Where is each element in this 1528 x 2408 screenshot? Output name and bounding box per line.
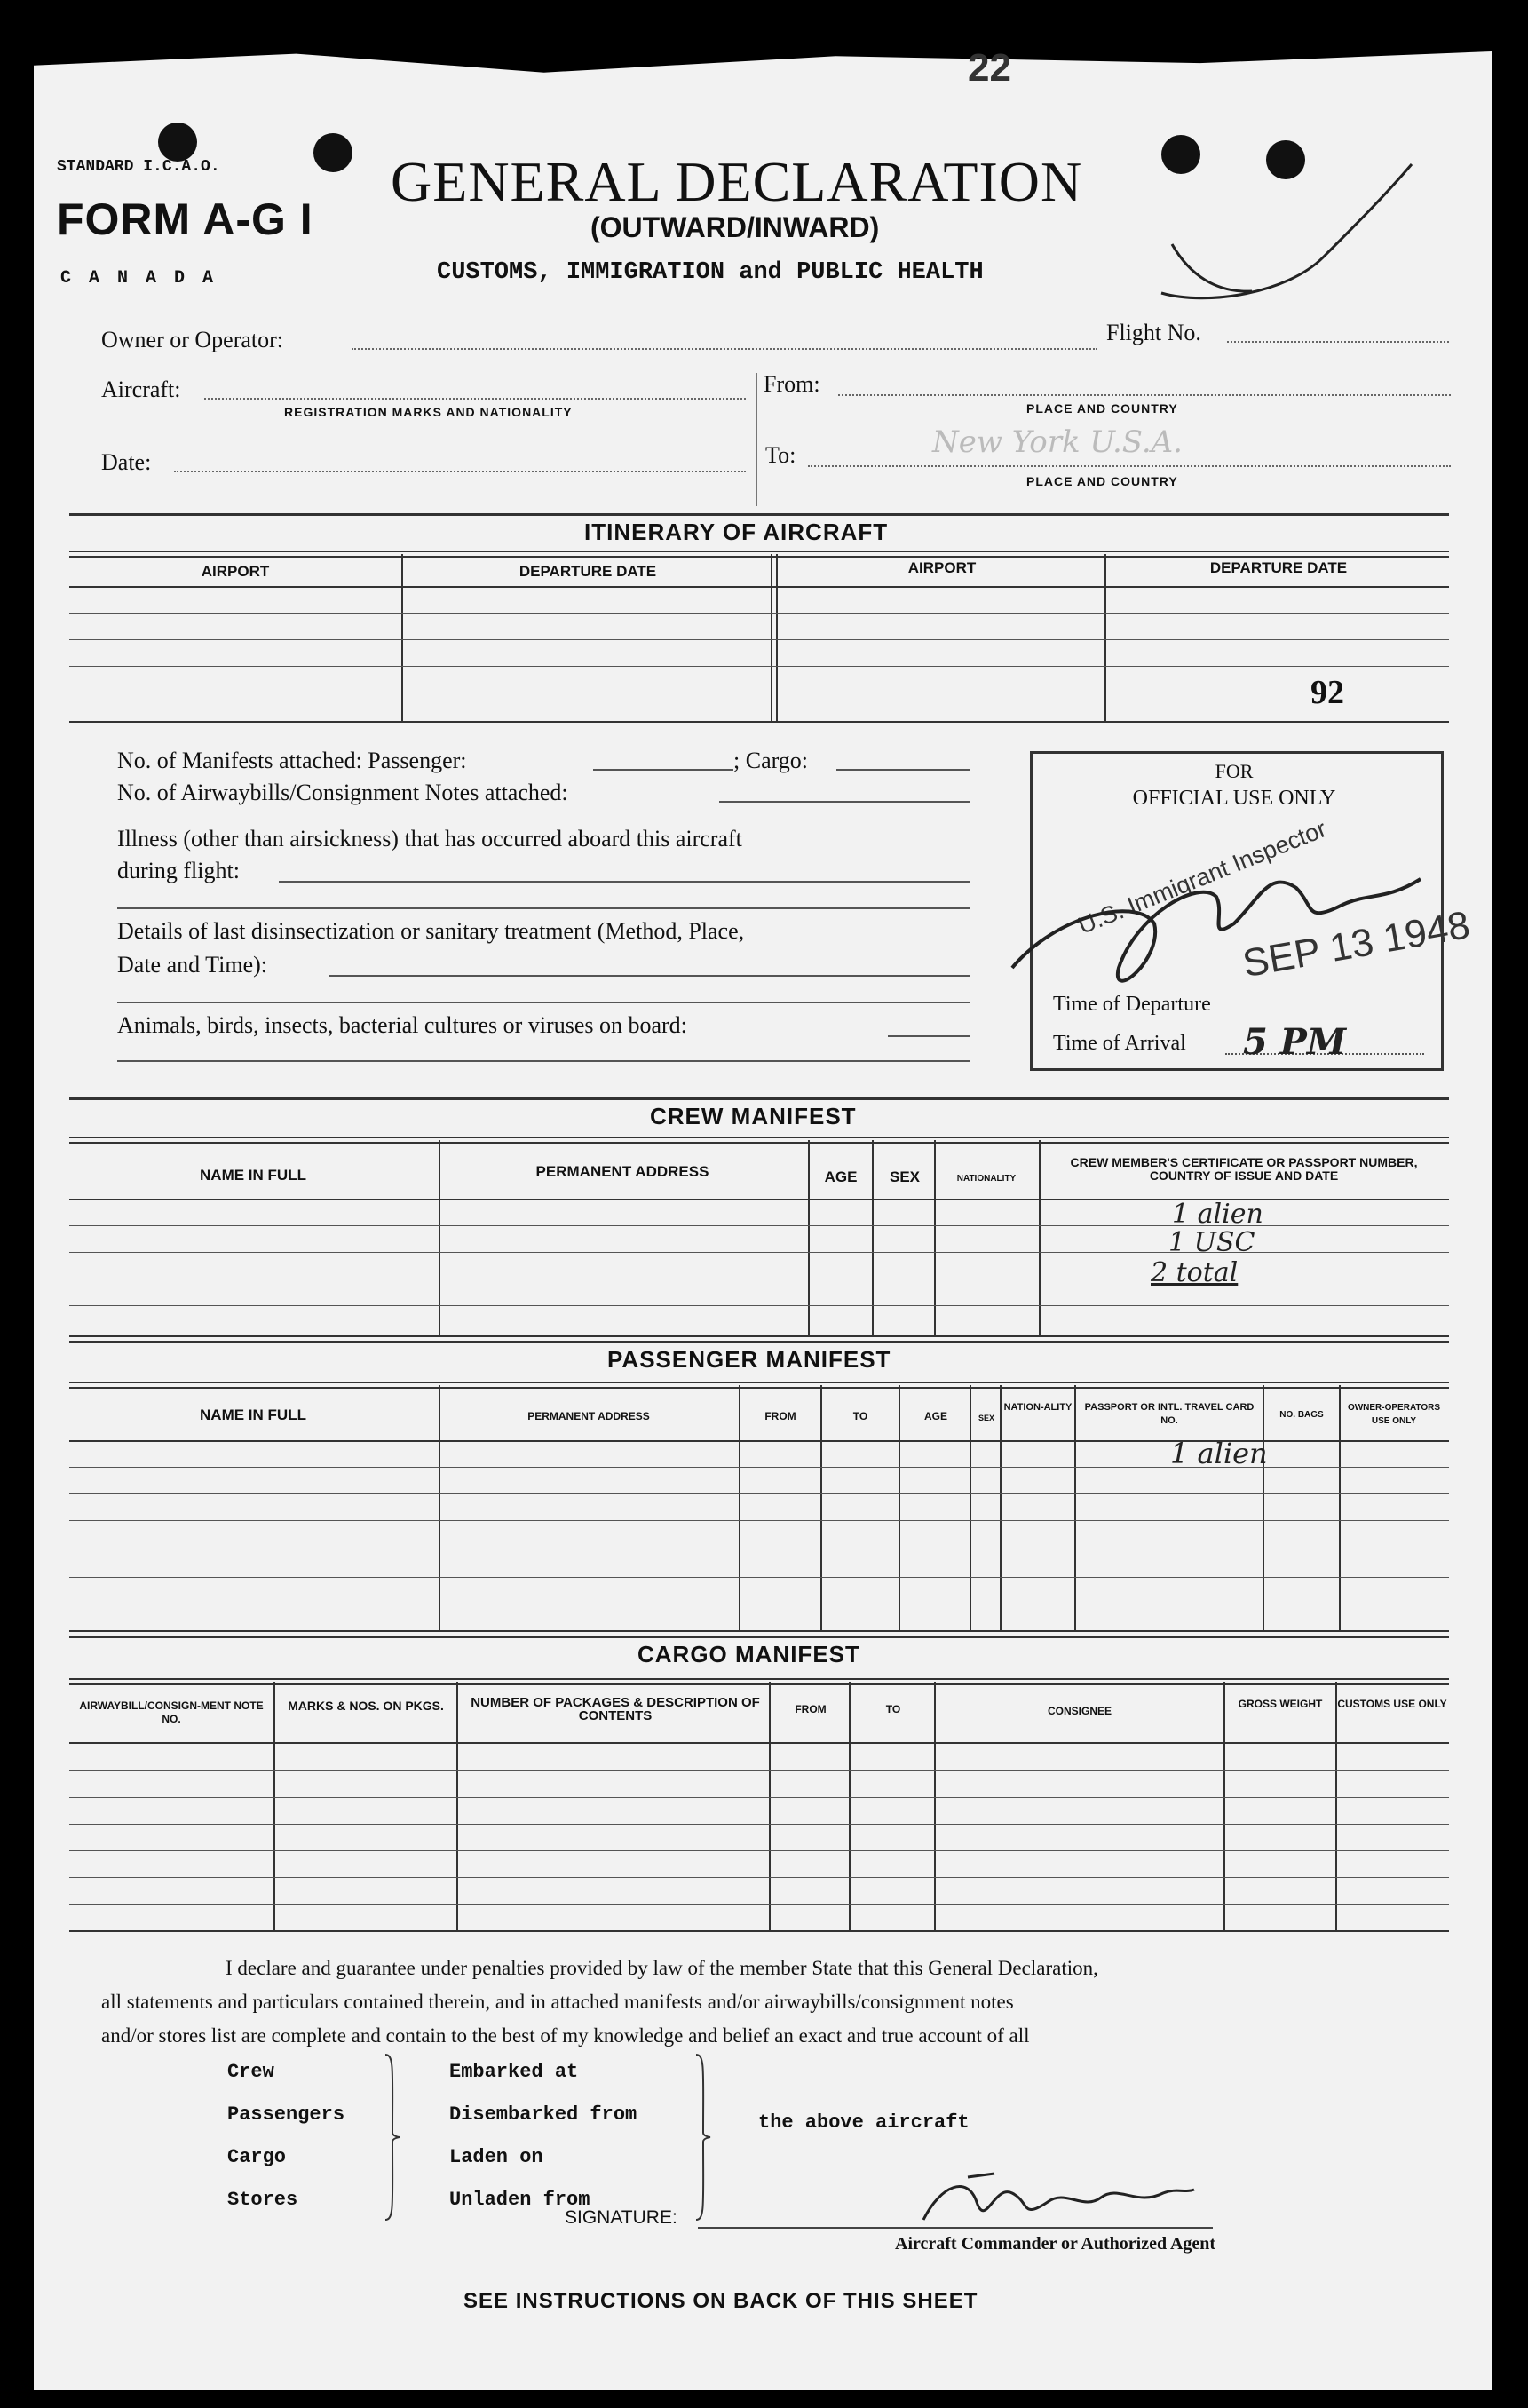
- cargo-col-customs: CUSTOMS USE ONLY: [1337, 1698, 1447, 1710]
- crew-note-1: 1 alien: [1172, 1199, 1263, 1230]
- declaration-cargo[interactable]: Cargo: [227, 2146, 287, 2168]
- brace-right-icon: [693, 2053, 714, 2222]
- brace-left-icon: [382, 2053, 403, 2222]
- cargo-col-from: FROM: [795, 1703, 827, 1715]
- passenger-col-from: FROM: [764, 1410, 796, 1422]
- country-label: C A N A D A: [60, 268, 218, 289]
- owner-label: Owner or Operator:: [101, 327, 284, 352]
- cargo-col-marks: MARKS & NOS. ON PKGS.: [288, 1699, 444, 1713]
- from-label: From:: [764, 371, 820, 397]
- passenger-col-nationality: NATION-ALITY: [1003, 1402, 1073, 1413]
- aircraft-label: Aircraft:: [101, 376, 181, 402]
- declaration-crew[interactable]: Crew: [227, 2061, 274, 2083]
- passenger-col-age: AGE: [923, 1410, 947, 1422]
- punch-hole: [313, 133, 352, 172]
- illness-label-2: during flight:: [117, 858, 240, 883]
- crew-col-nationality: NATIONALITY: [956, 1174, 1017, 1184]
- form-subheading: CUSTOMS, IMMIGRATION and PUBLIC HEALTH: [437, 259, 984, 286]
- cargo-col-consignee: CONSIGNEE: [1047, 1705, 1112, 1717]
- disinsect-label: Details of last disinsectization or sanitary treatment (Method, Place,: [117, 918, 745, 944]
- check-mark-icon: [1154, 160, 1421, 311]
- punch-hole: [158, 123, 197, 162]
- crew-col-age: AGE: [824, 1168, 858, 1185]
- flight-field[interactable]: [1227, 341, 1449, 343]
- signature-label: SIGNATURE:: [565, 2207, 677, 2228]
- flight-label: Flight No.: [1106, 320, 1201, 345]
- arrival-time-value: 5 PM: [1243, 1021, 1347, 1063]
- commander-signature-icon: [914, 2166, 1199, 2238]
- signature-caption: Aircraft Commander or Authorized Agent: [895, 2234, 1216, 2254]
- departure-time-label: Time of Departure: [1053, 993, 1211, 1016]
- crew-col-address: PERMANENT ADDRESS: [535, 1163, 709, 1180]
- passenger-note: 1 alien: [1170, 1437, 1268, 1470]
- cargo-col-to: TO: [885, 1703, 901, 1715]
- itinerary-col-departure-1: DEPARTURE DATE: [519, 563, 657, 580]
- inspector-stamp: U.S. Immigrant Inspector: [1074, 815, 1331, 939]
- declaration-line-3: and/or stores list are complete and contain to the best of my knowledge and belief an exact and true account of all: [101, 2024, 1030, 2047]
- declaration-embarked[interactable]: Embarked at: [449, 2061, 579, 2083]
- passenger-title: PASSENGER MANIFEST: [607, 1346, 891, 1373]
- declaration-passengers[interactable]: Passengers: [227, 2103, 345, 2126]
- declaration-line-2: all statements and particulars contained therein, and in attached manifests and/or airwaybills/consignment notes: [101, 1991, 1014, 2013]
- animals-label: Animals, birds, insects, bacterial cultures or viruses on board:: [117, 1012, 687, 1038]
- official-for: FOR: [1215, 760, 1254, 782]
- itinerary-col-airport-2: AIRPORT: [907, 559, 977, 576]
- itinerary-number: 92: [1310, 674, 1344, 711]
- official-title: OFFICIAL USE ONLY: [1132, 787, 1336, 810]
- footer-instructions: SEE INSTRUCTIONS ON BACK OF THIS SHEET: [463, 2289, 978, 2313]
- airwaybills-label: No. of Airwaybills/Consignment Notes attached:: [117, 780, 568, 805]
- itinerary-title: ITINERARY OF AIRCRAFT: [584, 519, 889, 545]
- animals-field[interactable]: [888, 1035, 970, 1037]
- crew-title: CREW MANIFEST: [650, 1103, 857, 1129]
- registration-caption: REGISTRATION MARKS AND NATIONALITY: [284, 405, 573, 419]
- crew-col-certificate: CREW MEMBER'S CERTIFICATE OR PASSPORT NUMBER, COUNTRY OF ISSUE AND DATE: [1070, 1155, 1418, 1183]
- declaration-disembarked[interactable]: Disembarked from: [449, 2103, 637, 2126]
- airwaybills-field[interactable]: [719, 801, 970, 803]
- declaration-line-1: I declare and guarantee under penalties provided by law of the member State that this General Declaration,: [226, 1957, 1098, 1979]
- crew-col-name: NAME IN FULL: [200, 1167, 306, 1184]
- date-label: Date:: [101, 449, 152, 475]
- itinerary-col-departure-2: DEPARTURE DATE: [1209, 559, 1348, 576]
- disinsect-field[interactable]: [329, 975, 970, 977]
- declaration-unladen[interactable]: Unladen from: [449, 2189, 590, 2211]
- cargo-title: CARGO MANIFEST: [637, 1641, 860, 1667]
- standard-label: STANDARD I.C.A.O.: [57, 158, 220, 176]
- declaration-stores[interactable]: Stores: [227, 2189, 298, 2211]
- cargo-col-packages: NUMBER OF PACKAGES & DESCRIPTION OF CONTENTS: [471, 1695, 760, 1723]
- to-value: New York U.S.A.: [932, 424, 1183, 460]
- cargo-manifests-field[interactable]: [836, 769, 970, 771]
- crew-note-2: 1 USC: [1168, 1227, 1255, 1258]
- passenger-manifests-field[interactable]: [593, 769, 733, 771]
- passenger-col-to: TO: [852, 1410, 868, 1422]
- inspector-signature-icon: [1003, 861, 1429, 1021]
- owner-field[interactable]: [352, 348, 1097, 350]
- passenger-col-owner: OWNER-OPERATORS USE ONLY: [1347, 1403, 1441, 1426]
- to-label: To:: [765, 442, 796, 468]
- crew-note-3: 2 total: [1151, 1257, 1239, 1288]
- to-field[interactable]: [808, 465, 1451, 467]
- crew-col-sex: SEX: [889, 1168, 921, 1185]
- aircraft-field[interactable]: [204, 398, 746, 400]
- form-subtitle: (OUTWARD/INWARD): [590, 211, 880, 243]
- page-stamp: 22: [968, 46, 1011, 90]
- passenger-col-name: NAME IN FULL: [200, 1406, 306, 1423]
- declaration-laden[interactable]: Laden on: [449, 2146, 543, 2168]
- illness-label: Illness (other than airsickness) that has occurred aboard this aircraft: [117, 826, 742, 852]
- cargo-col-weight: GROSS WEIGHT: [1238, 1698, 1323, 1710]
- passenger-col-bags: NO. BAGS: [1279, 1410, 1324, 1420]
- declaration-aircraft: the above aircraft: [758, 2111, 970, 2134]
- to-place-caption: PLACE AND COUNTRY: [1026, 474, 1178, 488]
- date-field[interactable]: [174, 471, 746, 472]
- from-field[interactable]: [838, 394, 1451, 396]
- itinerary-col-airport-1: AIRPORT: [201, 563, 270, 580]
- form-title: GENERAL DECLARATION: [391, 150, 1083, 213]
- passenger-col-sex: SEX: [978, 1414, 994, 1422]
- illness-field[interactable]: [279, 881, 970, 883]
- from-place-caption: PLACE AND COUNTRY: [1026, 401, 1178, 416]
- arrival-time-label: Time of Arrival: [1053, 1032, 1186, 1055]
- passenger-col-passport: PASSPORT OR INTL. TRAVEL CARD NO.: [1084, 1402, 1255, 1426]
- disinsect-label-2: Date and Time):: [117, 952, 267, 978]
- passenger-col-address: PERMANENT ADDRESS: [527, 1410, 650, 1422]
- cargo-label: ; Cargo:: [733, 748, 809, 773]
- cargo-col-airwaybill: AIRWAYBILL/CONSIGN-MENT NOTE NO.: [79, 1699, 264, 1725]
- date-stamp: SEP 13 1948: [1239, 903, 1474, 986]
- manifests-label: No. of Manifests attached: Passenger:: [117, 748, 467, 773]
- form-number: FORM A-G I: [57, 194, 313, 244]
